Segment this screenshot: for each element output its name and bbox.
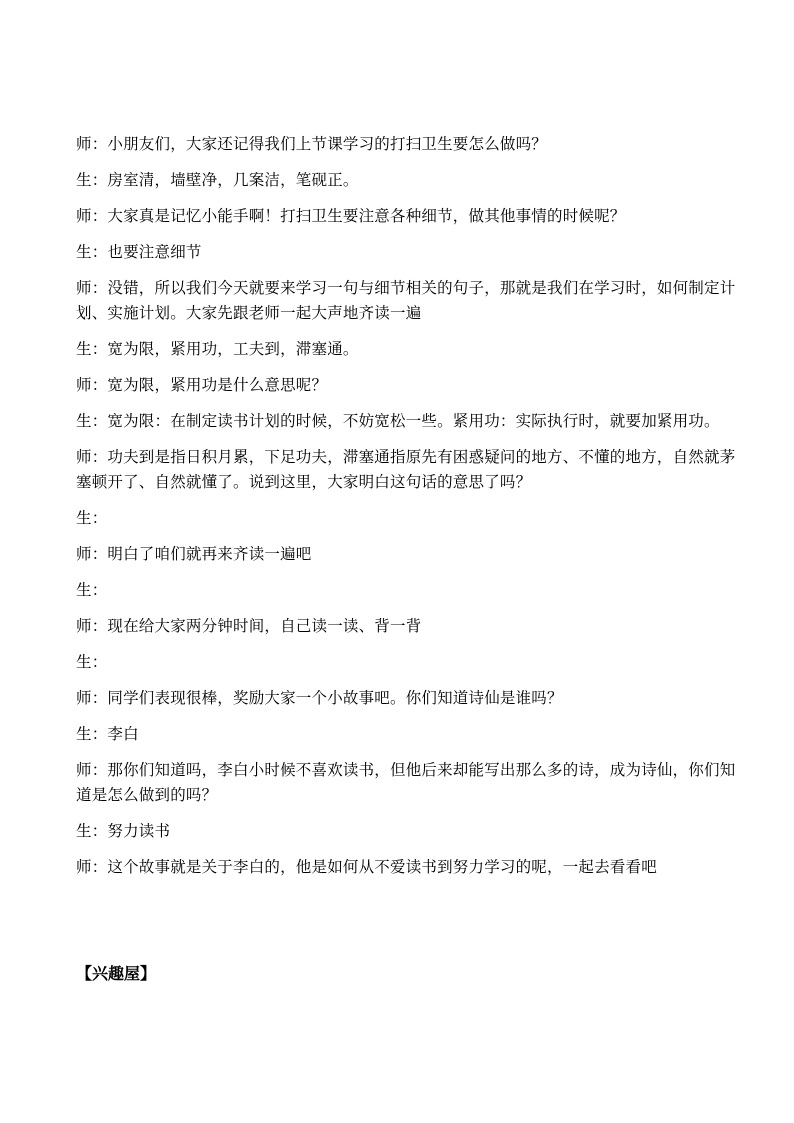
dialogue-line: 师：小朋友们，大家还记得我们上节课学习的打扫卫生要怎么做吗？: [76, 135, 548, 153]
dialogue-line: 生：: [76, 653, 108, 671]
dialogue-line: 师：没错，所以我们今天就要来学习一句与细节相关的句子，那就是我们在学习时，如何制定计划、实施计划。大家先跟老师一起大声地齐读一遍: [76, 279, 736, 322]
dialogue-line: 生：努力读书: [76, 822, 171, 840]
dialogue-line: 师：明白了咱们就再来齐读一遍吧: [76, 545, 312, 563]
dialogue-line: 师：宽为限，紧用功是什么意思呢？: [76, 376, 328, 394]
dialogue-line: 师：这个故事就是关于李白的，他是如何从不爱读书到努力学习的呢，一起去看看吧: [76, 858, 657, 876]
dialogue-line: 生：李白: [76, 725, 139, 743]
dialogue-line: 生：房室清，墙壁净，几案洁，笔砚正。: [76, 171, 359, 189]
dialogue-line: 生：: [76, 581, 108, 599]
dialogue-body: [76, 132, 738, 891]
dialogue-line: 师：同学们表现很棒，奖励大家一个小故事吧。你们知道诗仙是谁吗？: [76, 689, 563, 707]
dialogue-line: 生：宽为限：在制定读书计划的时候，不妨宽松一些。紧用功：实际执行时，就要加紧用功。: [76, 412, 720, 430]
dialogue-line: 生：宽为限，紧用功，工夫到，滞塞通。: [76, 340, 359, 358]
dialogue-line: 师：现在给大家两分钟时间，自己读一读、背一背: [76, 617, 422, 635]
dialogue-line: 师：那你们知道吗，李白小时候不喜欢读书，但他后来却能写出那么多的诗，成为诗仙，你们知道是怎么做到的吗？: [76, 761, 736, 804]
dialogue-line: 师：功夫到是指日积月累，下足功夫，滞塞通指原先有困惑疑问的地方、不懂的地方，自然就茅塞顿开了、自然就懂了。说到这里，大家明白这句话的意思了吗？: [76, 448, 736, 491]
dialogue-line: 生：: [76, 509, 108, 527]
dialogue-line: 师：大家真是记忆小能手啊！打扫卫生要注意各种细节，做其他事情的时候呢？: [76, 207, 626, 225]
dialogue-line: 生：也要注意细节: [76, 243, 202, 261]
section-heading: 【兴趣屋】: [76, 964, 157, 983]
